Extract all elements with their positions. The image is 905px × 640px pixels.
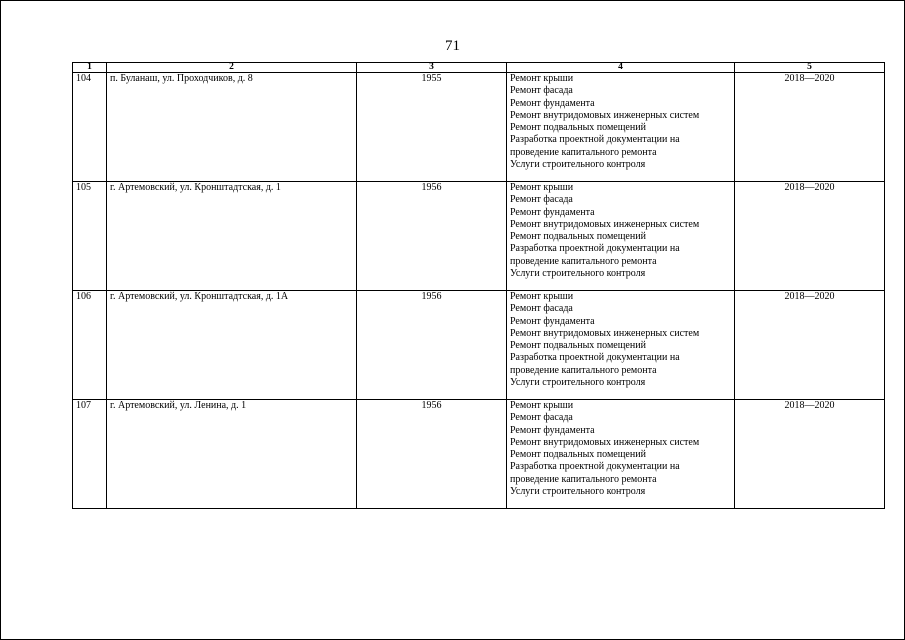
work-item: Ремонт подвальных помещений [510,340,646,352]
work-item: Ремонт внутридомовых инженерных систем [510,327,700,339]
table-row [73,73,885,182]
address-cell: п. Буланаш, ул. Проходчиков, д. 8 [107,73,357,182]
work-item: Ремонт фундамента [510,206,595,218]
year-cell: 1956 [357,182,507,291]
work-item: Разработка проектной документации на проведение капитального ремонта [510,461,680,485]
work-item: Ремонт крыши [510,73,574,84]
repair-schedule-table [72,62,885,509]
works-cell [507,73,735,182]
work-item: Разработка проектной документации на проведение капитального ремонта [510,243,680,267]
work-item: Услуги строительного контроля [510,377,646,389]
work-item: Ремонт подвальных помещений [510,231,646,243]
year-cell: 1955 [357,73,507,182]
work-item: Разработка проектной документации на проведение капитального ремонта [510,352,680,376]
work-item: Ремонт крыши [510,400,574,411]
period-cell: 2018—2020 [735,291,885,400]
work-item: Услуги строительного контроля [510,268,646,280]
header-row [73,63,885,73]
table-row [73,400,885,509]
page-number: 71 [445,38,460,54]
work-item: Ремонт внутридомовых инженерных систем [510,109,700,121]
work-item: Ремонт внутридомовых инженерных систем [510,436,700,448]
work-item: Ремонт фасада [510,85,573,97]
period-cell: 2018—2020 [735,400,885,509]
year-cell: 1956 [357,291,507,400]
table-row [73,291,885,400]
header-col-3: 3 [357,63,507,73]
year-cell: 1956 [357,400,507,509]
work-item: Ремонт подвальных помещений [510,449,646,461]
work-item: Ремонт фасада [510,412,573,424]
address-cell: г. Артемовский, ул. Ленина, д. 1 [107,400,357,509]
work-item: Разработка проектной документации на проведение капитального ремонта [510,134,680,158]
row-number: 106 [73,291,107,400]
work-item: Ремонт крыши [510,291,574,302]
address-cell: г. Артемовский, ул. Кронштадтская, д. 1 [107,182,357,291]
works-cell [507,291,735,400]
work-item: Ремонт подвальных помещений [510,122,646,134]
table-row [73,182,885,291]
row-number: 104 [73,73,107,182]
work-item: Ремонт крыши [510,182,574,193]
header-col-5: 5 [735,63,885,73]
period-cell: 2018—2020 [735,182,885,291]
work-item: Ремонт внутридомовых инженерных систем [510,218,700,230]
header-col-4: 4 [507,63,735,73]
address-cell: г. Артемовский, ул. Кронштадтская, д. 1А [107,291,357,400]
works-cell [507,182,735,291]
header-col-2: 2 [107,63,357,73]
row-number: 107 [73,400,107,509]
work-item: Ремонт фасада [510,303,573,315]
work-item: Ремонт фасада [510,194,573,206]
header-col-1: 1 [73,63,107,73]
work-item: Ремонт фундамента [510,97,595,109]
works-cell [507,400,735,509]
work-item: Ремонт фундамента [510,315,595,327]
work-item: Ремонт фундамента [510,424,595,436]
work-item: Услуги строительного контроля [510,159,646,171]
work-item: Услуги строительного контроля [510,486,646,498]
row-number: 105 [73,182,107,291]
period-cell: 2018—2020 [735,73,885,182]
